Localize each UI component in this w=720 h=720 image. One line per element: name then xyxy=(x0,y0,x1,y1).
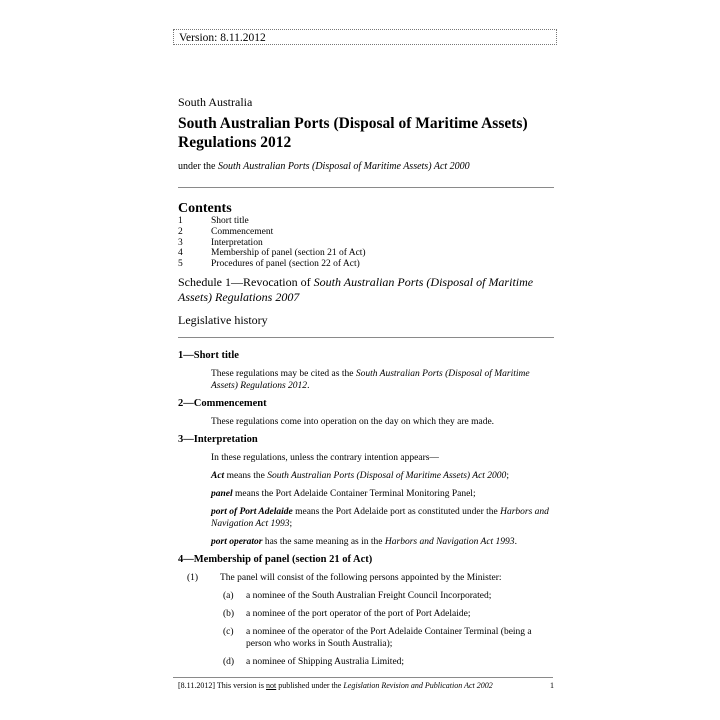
toc-item[interactable] xyxy=(178,238,366,249)
paragraph-text: a nominee of Shipping Australia Limited; xyxy=(246,657,405,667)
paragraph xyxy=(223,626,558,650)
divider xyxy=(178,187,554,188)
section-text xyxy=(211,368,558,392)
paragraph-text: a nominee of the port operator of the port of Port Adelaide; xyxy=(246,609,471,619)
enabling-act-name: South Australian Ports (Disposal of Maritime Assets) Act 2000 xyxy=(218,161,470,172)
toc-label: Interpretation xyxy=(211,237,263,248)
toc-number: 2 xyxy=(178,226,183,237)
section-heading: 4—Membership of panel (section 21 of Act) xyxy=(178,554,373,565)
defined-term: port of Port Adelaide xyxy=(211,507,293,517)
subsection-text: The panel will consist of the following persons appointed by the Minister: xyxy=(220,573,502,583)
paragraph-text: a nominee of the operator of the Port Adelaide Container Terminal (being a person who works in South Australia); xyxy=(246,627,532,649)
subsection-number: (1) xyxy=(187,573,199,583)
toc-number: 4 xyxy=(178,248,183,259)
version-box xyxy=(173,29,557,45)
defined-term: port operator xyxy=(211,537,263,547)
schedule-title: South Australian Ports (Disposal of Maritime Assets) Regulations 2007 xyxy=(178,275,534,304)
text-run: means the Port Adelaide Container Terminal Monitoring Panel; xyxy=(232,489,476,499)
paragraph-number: (d) xyxy=(223,657,235,667)
paragraph xyxy=(223,656,558,668)
toc-legislative-history[interactable]: Legislative history xyxy=(178,313,268,327)
paragraph-number: (c) xyxy=(223,627,234,637)
version-label: Version: 8.11.2012 xyxy=(179,32,266,44)
section-heading: 2—Commencement xyxy=(178,398,267,409)
jurisdiction: South Australia xyxy=(178,95,253,109)
section-text: These regulations come into operation on the day on which they are made. xyxy=(211,417,495,427)
definition xyxy=(211,506,558,530)
section-heading: 3—Interpretation xyxy=(178,434,258,445)
text-run: . xyxy=(307,381,310,391)
section-text: In these regulations, unless the contrary intention appears— xyxy=(211,453,439,463)
subsection xyxy=(178,572,558,584)
toc-label: Procedures of panel (section 22 of Act) xyxy=(211,259,360,270)
contents-heading: Contents xyxy=(178,201,232,216)
definition xyxy=(211,488,558,500)
text-run: . xyxy=(514,537,517,547)
toc-item[interactable] xyxy=(178,259,366,270)
text-run: ; xyxy=(506,471,509,481)
text-run: not xyxy=(266,681,277,690)
text-run: [8.11.2012] This version is xyxy=(178,681,266,690)
text-run: has the same meaning as in the xyxy=(262,537,385,547)
text-run: means the xyxy=(224,471,268,481)
text-run: means the Port Adelaide port as constituted under the xyxy=(292,507,501,517)
cited-title: South Australian Ports (Disposal of Maritime Assets) Act 2000 xyxy=(267,471,507,481)
cited-title: Legislation Revision and Publication Act 2002 xyxy=(343,681,493,690)
definition xyxy=(211,470,558,482)
toc-label: Commencement xyxy=(211,226,274,237)
enabling-act-line xyxy=(178,161,470,172)
footer-note xyxy=(178,681,493,690)
section-heading: 1—Short title xyxy=(178,350,239,361)
page-number: 1 xyxy=(550,681,554,690)
page-footer xyxy=(178,681,554,690)
defined-term: Act xyxy=(211,471,225,481)
toc-number: 3 xyxy=(178,237,183,248)
text-run: published under the xyxy=(276,681,344,690)
text-run: These regulations may be cited as the xyxy=(211,369,356,379)
paragraph-number: (a) xyxy=(223,591,234,601)
footer-divider xyxy=(173,677,553,678)
cited-title: Harbors and Navigation Act 1993 xyxy=(211,507,549,529)
defined-term: panel xyxy=(211,489,233,499)
enabling-act-prefix: under the xyxy=(178,161,218,172)
document-body xyxy=(178,350,558,674)
paragraph-number: (b) xyxy=(223,609,235,619)
toc-item[interactable] xyxy=(178,248,366,259)
toc-item[interactable] xyxy=(178,216,366,227)
paragraph-text: a nominee of the South Australian Freight Council Incorporated; xyxy=(246,591,492,601)
toc-label: Short title xyxy=(211,216,249,226)
paragraph xyxy=(223,608,558,620)
paragraph xyxy=(223,590,558,602)
toc-schedule-1[interactable] xyxy=(178,275,558,305)
schedule-prefix: Schedule 1—Revocation of xyxy=(178,275,314,289)
divider xyxy=(178,337,554,338)
toc-label: Membership of panel (section 21 of Act) xyxy=(211,248,366,259)
table-of-contents xyxy=(178,216,366,270)
toc-number: 5 xyxy=(178,259,183,270)
definition xyxy=(211,536,558,548)
cited-title: Harbors and Navigation Act 1993 xyxy=(384,537,515,547)
toc-item[interactable] xyxy=(178,227,366,238)
cited-title: South Australian Ports (Disposal of Maritime Assets) Regulations 2012 xyxy=(211,369,530,391)
document-title: South Australian Ports (Disposal of Maritime Assets) Regulations 2012 xyxy=(178,115,528,151)
toc-number: 1 xyxy=(178,216,183,226)
text-run: ; xyxy=(289,519,293,529)
